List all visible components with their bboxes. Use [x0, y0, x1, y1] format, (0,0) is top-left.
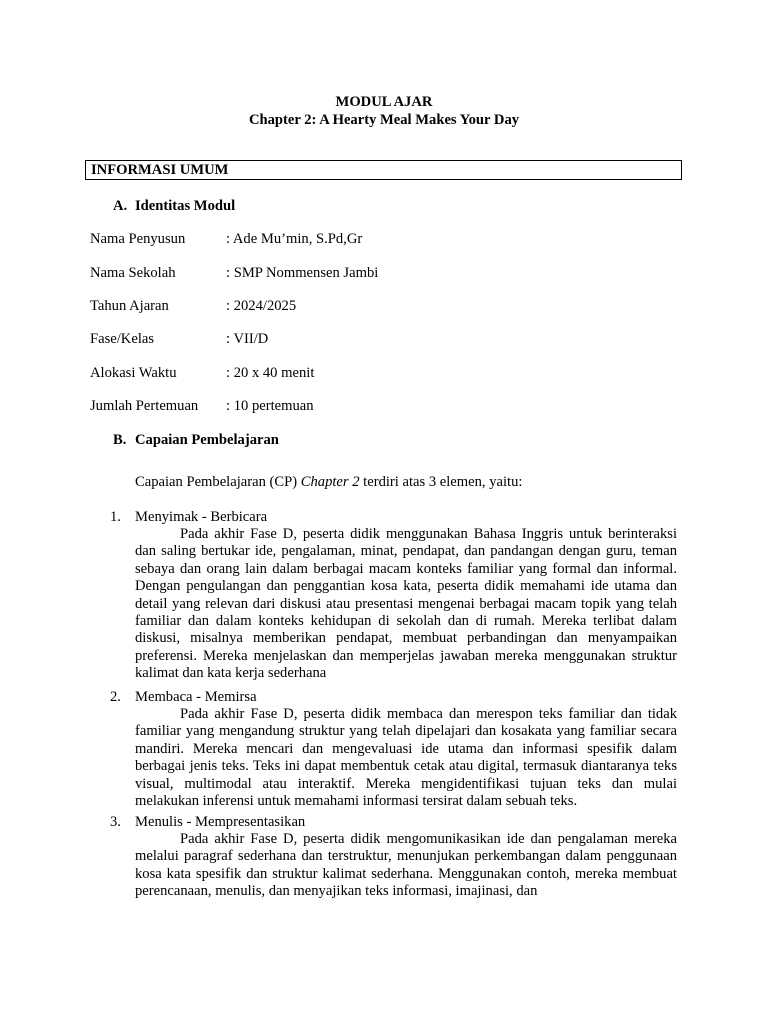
list-item-number: 1.	[110, 509, 121, 525]
identity-row	[90, 298, 296, 315]
section-b-title: Capaian Pembelajaran	[135, 432, 279, 448]
identity-value: : Ade Mu’min, S.Pd,Gr	[226, 231, 363, 247]
list-item-label: Menyimak - Berbicara	[135, 509, 268, 525]
info-umum-box	[85, 160, 682, 180]
identity-label: Nama Penyusun	[90, 231, 186, 247]
identity-value: : VII/D	[226, 331, 269, 347]
info-umum-label: INFORMASI UMUM	[91, 162, 229, 178]
identity-value: : 10 pertemuan	[226, 398, 314, 414]
identity-row	[90, 331, 268, 348]
list-item-label: Menulis - Mempresentasikan	[135, 814, 306, 830]
intro-text-before: Capaian Pembelajaran (CP)	[135, 474, 301, 490]
section-b-letter: B.	[113, 432, 127, 448]
list-item-number: 2.	[110, 689, 121, 705]
identity-row	[90, 398, 314, 415]
intro-text-after: terdiri atas 3 elemen, yaitu:	[359, 474, 523, 490]
section-a-letter: A.	[113, 198, 128, 214]
section-b-heading	[113, 432, 279, 449]
identity-row	[90, 231, 362, 248]
list-item-label: Membaca - Memirsa	[135, 689, 257, 705]
identity-row	[90, 365, 314, 382]
document-title: MODUL AJAR	[335, 94, 433, 110]
identity-label: Fase/Kelas	[90, 331, 155, 347]
identity-value: : 2024/2025	[226, 298, 297, 314]
list-item-body: Pada akhir Fase D, peserta didik mengomunikasikan ide dan pengalaman mereka melalui paragraf sederhana dan terstruktur, menunjukan perkembangan dalam penggunaan kosa kata spesifik dan struktur kalimat sederhana. Menggunakan contoh, mereka membuat perencanaan, menulis, dan menyajikan teks informasi, imajinasi, dan	[135, 831, 677, 900]
list-item-body: Pada akhir Fase D, peserta didik membaca dan merespon teks familiar dan tidak familiar yang mengandung struktur yang telah dipelajari dan kosakata yang familiar secara mandiri. Mereka mencari dan mengevaluasi ide utama dan informasi spesifik dalam berbagai jenis teks. Teks ini dapat membentuk cetak atau digital, termasuk diantaranya teks visual, multimodal atau interaktif. Mereka mengidentifikasi tujuan teks dan mulai melakukan inferensi untuk memahami informasi tersirat dalam sebuah teks.	[135, 706, 677, 810]
identity-value: : 20 x 40 menit	[226, 365, 315, 381]
identity-label: Tahun Ajaran	[90, 298, 169, 314]
document-subtitle: Chapter 2: A Hearty Meal Makes Your Day	[248, 112, 520, 128]
list-item-body: Pada akhir Fase D, peserta didik menggunakan Bahasa Inggris untuk berinteraksi dan saling bertukar ide, pengalaman, minat, pendapat, dan pandangan dengan guru, teman sebaya dan orang lain dalam berbagai macam konteks familiar yang formal dan informal. Dengan pengulangan dan penggantian kosa kata, peserta didik memahami ide utama dan detail yang relevan dari diskusi atau presentasi mengenai berbagai macam topik yang telah familiar dan dalam konteks kehidupan di sekolah dan di rumah. Mereka terlibat dalam diskusi, misalnya memberikan pendapat, membuat perbandingan dan menyampaikan preferensi. Mereka menjelaskan dan memperjelas jawaban mereka menggunakan struktur kalimat dan kata kerja sederhana	[135, 526, 677, 682]
section-b-intro	[135, 474, 522, 491]
identity-label: Jumlah Pertemuan	[90, 398, 199, 414]
list-item-number: 3.	[110, 814, 121, 830]
intro-text-italic: Chapter 2	[300, 474, 360, 490]
identity-value: : SMP Nommensen Jambi	[226, 265, 379, 281]
identity-label: Nama Sekolah	[90, 265, 176, 281]
section-a-title: Identitas Modul	[135, 198, 236, 214]
identity-label: Alokasi Waktu	[90, 365, 177, 381]
section-a-heading	[113, 198, 235, 215]
identity-row	[90, 265, 378, 282]
